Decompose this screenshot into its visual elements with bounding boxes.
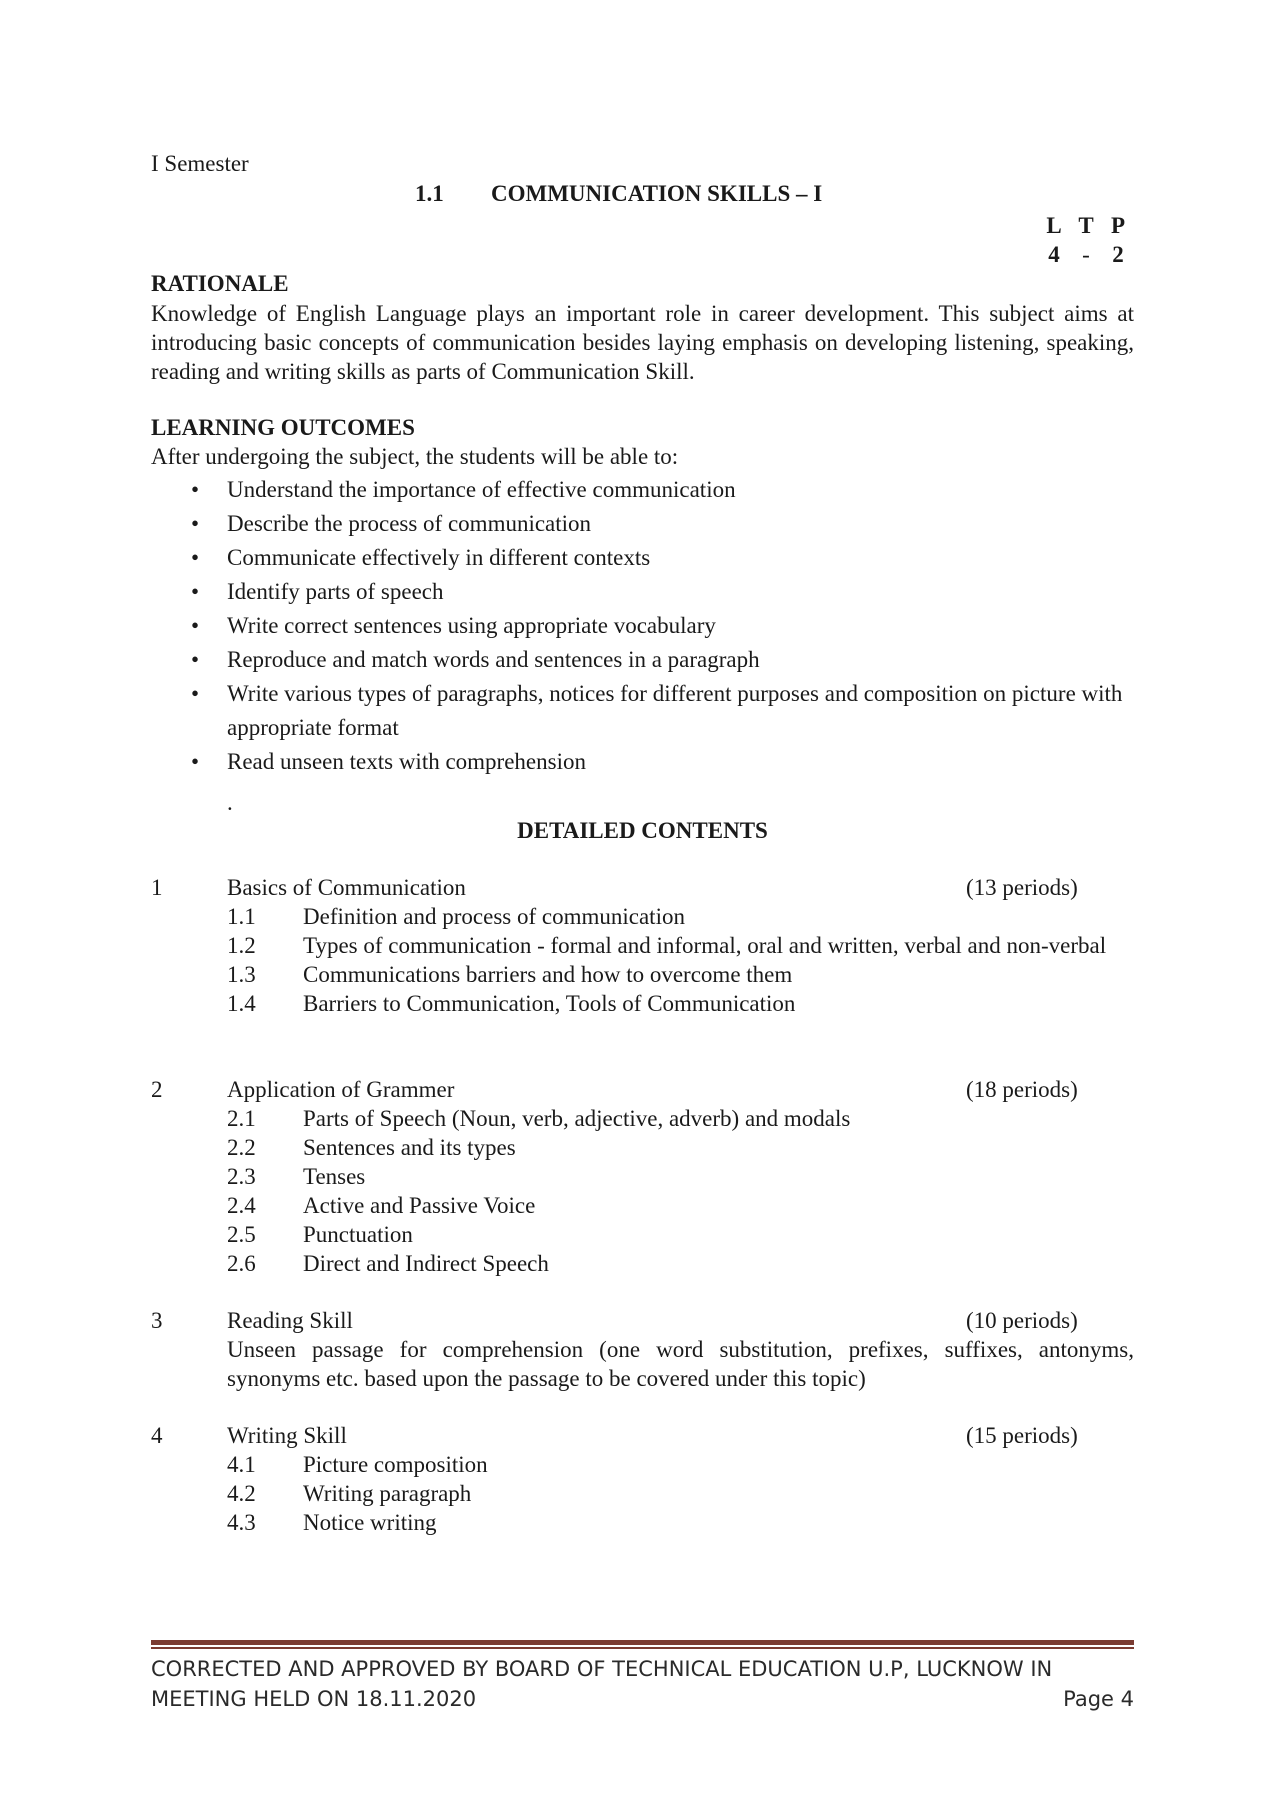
page-number: Page 4 [1063,1687,1134,1711]
topic-number: 2.5 [227,1222,256,1247]
list-item: • Reproduce and match words and sentences in a paragraph [191,643,1131,677]
list-item: • Identify parts of speech [191,575,1131,609]
footer-line-1: CORRECTED AND APPROVED BY BOARD OF TECHNICAL EDUCATION U.P, LUCKNOW IN [151,1657,1053,1681]
unit-periods: (10 periods) [966,1308,1078,1333]
unit-title: Application of Grammer [227,1077,455,1102]
unit-title: Writing Skill [227,1423,347,1448]
subject-title [415,181,822,207]
list-item [227,902,1134,931]
topic-number: 2.6 [227,1251,256,1276]
topic-text: Definition and process of communication [303,904,685,929]
topic-number: 1.1 [227,904,256,929]
topic-text: Writing paragraph [303,1481,472,1506]
trailing-period: . [227,790,233,815]
topic-number: 4.1 [227,1452,256,1477]
topic-number: 2.1 [227,1106,256,1131]
list-item [227,1133,1134,1162]
detailed-contents-heading: DETAILED CONTENTS [517,818,768,843]
list-item [227,1104,1134,1133]
footer-meeting-text: MEETING HELD ON 18.11.2020 [151,1687,477,1711]
unit-title: Reading Skill [227,1308,353,1333]
topic-number: 2.2 [227,1135,256,1160]
topic-number: 4.3 [227,1510,256,1535]
list-item [227,1508,1134,1537]
footer-line-2 [151,1684,1134,1714]
unit-topics [227,902,1134,1018]
unit-title: Basics of Communication [227,875,466,900]
topic-text: Picture composition [303,1452,488,1477]
topic-text: Tenses [303,1164,366,1189]
list-item [227,1450,1134,1479]
list-item: • Write various types of paragraphs, notices for different purposes and composition on picture with appropriate format [191,677,1131,745]
topic-number: 4.2 [227,1481,256,1506]
subject-name: COMMUNICATION SKILLS – I [491,181,823,206]
topic-number: 1.4 [227,991,256,1016]
list-item [227,1220,1134,1249]
list-item [227,1191,1134,1220]
topic-number: 1.3 [227,962,256,987]
unit-topics [227,1104,1134,1278]
footer-divider-thin [151,1647,1134,1649]
ltp-values [1038,242,1134,268]
unit-number: 3 [151,1308,163,1333]
unit-description: Unseen passage for comprehension (one word substitution, prefixes, suffixes, antonyms, synonyms etc. based upon the passage to be covered under this topic) [227,1337,1134,1391]
unit-number: 1 [151,875,163,900]
ltp-header-l: L [1046,213,1062,238]
list-item: • Communicate effectively in different contexts [191,541,1131,575]
list-item [227,989,1134,1018]
list-item: • Understand the importance of effective communication [191,473,1131,507]
ltp-value-t: - [1082,242,1090,267]
list-item [227,1249,1134,1278]
topic-number: 2.3 [227,1164,256,1189]
topic-number: 2.4 [227,1193,256,1218]
footer-divider-thick [151,1640,1134,1645]
ltp-value-l: 4 [1048,242,1060,267]
topic-text: Sentences and its types [303,1135,516,1160]
unit-number: 4 [151,1423,163,1448]
ltp-value-p: 2 [1112,242,1124,267]
list-item [227,960,1134,989]
unit-topics [227,1450,1134,1537]
topic-text: Notice writing [303,1510,437,1535]
topic-text: Active and Passive Voice [303,1193,536,1218]
learning-outcomes-intro: After undergoing the subject, the students will be able to: [151,444,679,469]
ltp-header-p: P [1110,213,1126,238]
list-item [227,1162,1134,1191]
unit-periods: (13 periods) [966,875,1078,900]
rationale-heading: RATIONALE [151,271,289,296]
topic-text: Direct and Indirect Speech [303,1251,549,1276]
ltp-header-t: T [1078,213,1094,238]
topic-text: Parts of Speech (Noun, verb, adjective, adverb) and modals [303,1106,851,1131]
learning-outcomes-heading: LEARNING OUTCOMES [151,415,415,440]
topic-number: 1.2 [227,933,256,958]
rationale-text: Knowledge of English Language plays an important role in career development. This subject aims at introducing basic concepts of communication besides laying emphasis on developing listening, speaking, reading and writing skills as parts of Communication Skill. [151,301,1134,384]
learning-outcomes-list [191,473,1131,779]
ltp-header [1038,213,1134,239]
topic-text: Types of communication - formal and informal, oral and written, verbal and non-verbal [303,933,1107,958]
unit-periods: (18 periods) [966,1077,1078,1102]
list-item: • Read unseen texts with comprehension [191,745,1131,779]
list-item [227,931,1134,960]
topic-text: Punctuation [303,1222,413,1247]
page-footer [151,1654,1134,1714]
semester-label: I Semester [151,151,249,176]
list-item: • Describe the process of communication [191,507,1131,541]
topic-text: Barriers to Communication, Tools of Communication [303,991,796,1016]
unit-number: 2 [151,1077,163,1102]
topic-text: Communications barriers and how to overcome them [303,962,793,987]
list-item: • Write correct sentences using appropriate vocabulary [191,609,1131,643]
document-page [151,0,1134,1801]
unit-periods: (15 periods) [966,1423,1078,1448]
subject-number: 1.1 [415,181,444,206]
list-item [227,1479,1134,1508]
